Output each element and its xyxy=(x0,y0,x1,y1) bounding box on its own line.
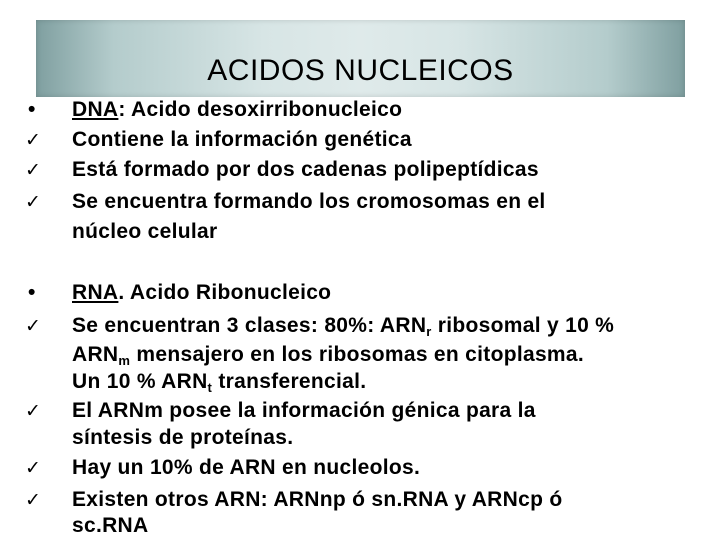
slide-title: ACIDOS NUCLEICOS xyxy=(207,54,514,87)
dna-heading-rest: : Acido desoxirribonucleico xyxy=(118,98,403,121)
rna-arnm-line1: El ARNm posee la información génica para la xyxy=(72,399,536,422)
bullet-marker: • xyxy=(28,281,36,304)
rna-heading-rest: . Acido Ribonucleico xyxy=(118,281,332,304)
dna-item-text: Está formado por dos cadenas polipeptídicas xyxy=(72,158,539,181)
rna-clases-line2: $ARN_m$ mensajero en los ribosomas en citoplasma. xyxy=(72,343,585,368)
rna-clases-line3: Un 10 % $ARN_t$ transferencial. xyxy=(72,370,367,395)
check-icon: ✓ xyxy=(25,400,41,422)
check-icon: ✓ xyxy=(25,489,41,511)
rna-keyword: RNA xyxy=(72,281,119,304)
check-icon: ✓ xyxy=(25,457,41,479)
check-icon: ✓ xyxy=(25,191,41,213)
rna-clases-line1: Se encuentran 3 clases: 80%: $ARN_r$ ribosomal y 10 % xyxy=(72,314,615,339)
dna-keyword: DNA xyxy=(72,98,119,121)
rna-otros-line2: sc.RNA xyxy=(72,514,149,537)
rna-nucleolos-text: Hay un 10% de ARN en nucleolos. xyxy=(72,456,421,479)
bullet-marker: • xyxy=(28,98,36,121)
check-icon: ✓ xyxy=(25,129,41,151)
rna-arnm-line2: síntesis de proteínas. xyxy=(72,426,294,449)
dna-item-text: núcleo celular xyxy=(72,220,218,243)
check-icon: ✓ xyxy=(25,159,41,181)
dna-item-text: Se encuentra formando los cromosomas en el xyxy=(72,190,546,213)
title-banner xyxy=(36,20,685,97)
dna-item-text: Contiene la información genética xyxy=(72,128,412,151)
check-icon: ✓ xyxy=(25,315,41,337)
rna-otros-line1: Existen otros ARN: ARNnp ó sn.RNA y ARNcp ó xyxy=(72,488,563,511)
dna-heading xyxy=(72,96,702,125)
rna-heading xyxy=(72,279,702,308)
